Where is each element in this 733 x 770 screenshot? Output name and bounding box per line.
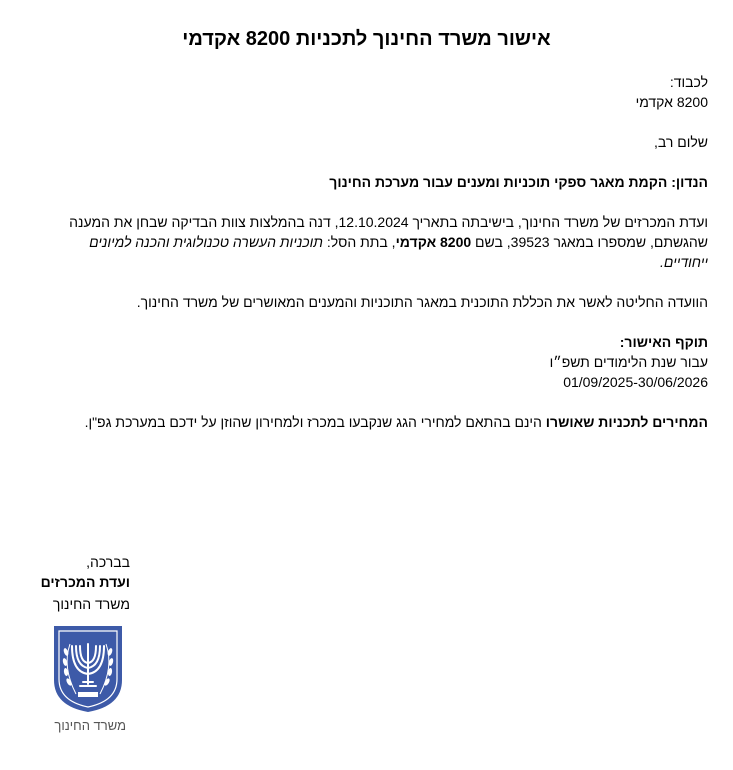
prices-text: הינם בהתאם למחירי הגג שנקבעו במכרז ולמחירון שהוזן על ידכם במערכת גפ"ן.: [84, 414, 546, 430]
document-title: אישור משרד החינוך לתכניות 8200 אקדמי: [182, 28, 551, 50]
subject-line: הנדון: הקמת מאגר ספקי תוכניות ומענים עבור מערכת החינוך: [329, 174, 708, 190]
validity-year: עבור שנת הלימודים תשפ״ו: [549, 354, 708, 370]
prices-paragraph: [68, 412, 708, 432]
recipient-block: [68, 72, 708, 112]
recipient-label: לכבוד:: [669, 74, 708, 90]
prices-bold: המחירים לתכניות שאושרו: [545, 414, 708, 430]
recipient-name: 8200 אקדמי: [635, 94, 708, 110]
greeting: שלום רב,: [654, 134, 708, 150]
validity-dates: 01/09/2025-30/06/2026: [563, 374, 708, 390]
signature-closing: בברכה,: [86, 554, 130, 570]
program-name: 8200 אקדמי: [395, 234, 472, 250]
body-paragraph-1: [68, 212, 708, 272]
validity-block: [68, 332, 708, 392]
emblem-caption: משרד החינוך: [54, 718, 126, 733]
signature-ministry: משרד החינוך: [52, 596, 130, 612]
sub-basket-name: תוכניות העשרה טכנולוגית והכנה למיונים ייחודיים.: [89, 234, 708, 270]
body-text: , בתת הסל:: [322, 234, 396, 250]
signature-committee: ועדת המכרזים: [40, 574, 130, 590]
state-emblem-icon: [50, 622, 126, 714]
body-text: ועדת המכרזים של משרד החינוך, בישיבתה בתאריך 12.10.2024, דנה בהמלצות צוות הבדיקה שבחן את המענה שהגשתם, שמספרו במאגר 39523, בשם: [69, 214, 708, 250]
validity-heading: תוקף האישור:: [619, 334, 708, 350]
body-paragraph-2: הוועדה החליטה לאשר את הכללת התוכנית במאגר התוכניות והמענים המאושרים של משרד החינוך.: [136, 294, 708, 310]
